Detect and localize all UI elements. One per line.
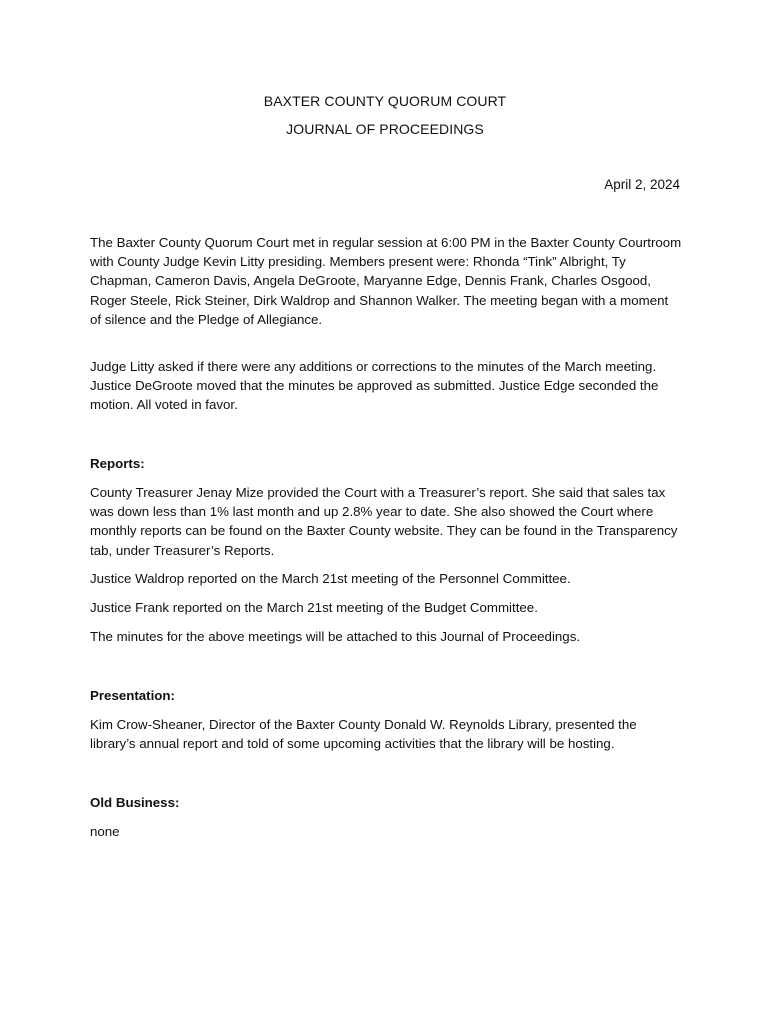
document-subtitle: JOURNAL OF PROCEEDINGS [286, 121, 484, 137]
budget-committee-paragraph: Justice Frank reported on the March 21st meeting of the Budget Committee. [90, 600, 538, 615]
personnel-committee-paragraph: Justice Waldrop reported on the March 21st meeting of the Personnel Committee. [90, 571, 571, 586]
document-title: BAXTER COUNTY QUORUM COURT [263, 93, 507, 109]
treasurer-report-paragraph: County Treasurer Jenay Mize provided the Court with a Treasurer’s report. She said that sales tax was down less than 1% last month and up 2.8% year to date. She also showed the Court where monthly reports can be found on the Baxter County website. They can be found in the Transparency tab, under Treasurer’s Reports. [90, 485, 678, 558]
reports-heading: Reports: [90, 456, 145, 471]
old-business-text: none [90, 824, 120, 839]
meeting-date: April 2, 2024 [604, 177, 680, 192]
library-presentation-paragraph: Kim Crow-Sheaner, Director of the Baxter County Donald W. Reynolds Library, presented the library’s annual report and told of some upcoming activities that the library will be hosting. [90, 717, 637, 752]
presentation-heading: Presentation: [90, 688, 175, 703]
old-business-heading: Old Business: [90, 795, 180, 810]
intro-paragraph: The Baxter County Quorum Court met in regular session at 6:00 PM in the Baxter County Courtroom with County Judge Kevin Litty presiding. Members present were: Rhonda “Tink” Albright, Ty Chapman, Cameron Davis, Angela DeGroote, Maryanne Edge, Dennis Frank, Charles Osgood, Roger Steele, Rick Steiner, Dirk Waldrop and Shannon Walker. The meeting began with a moment of silence and the Pledge of Allegiance. [90, 235, 682, 327]
minutes-paragraph: Judge Litty asked if there were any additions or corrections to the minutes of the March meeting. Justice DeGroote moved that the minutes be approved as submitted. Justice Edge seconded the motion. All voted in favor. [90, 359, 659, 413]
attached-minutes-paragraph: The minutes for the above meetings will be attached to this Journal of Proceedings. [90, 629, 581, 644]
